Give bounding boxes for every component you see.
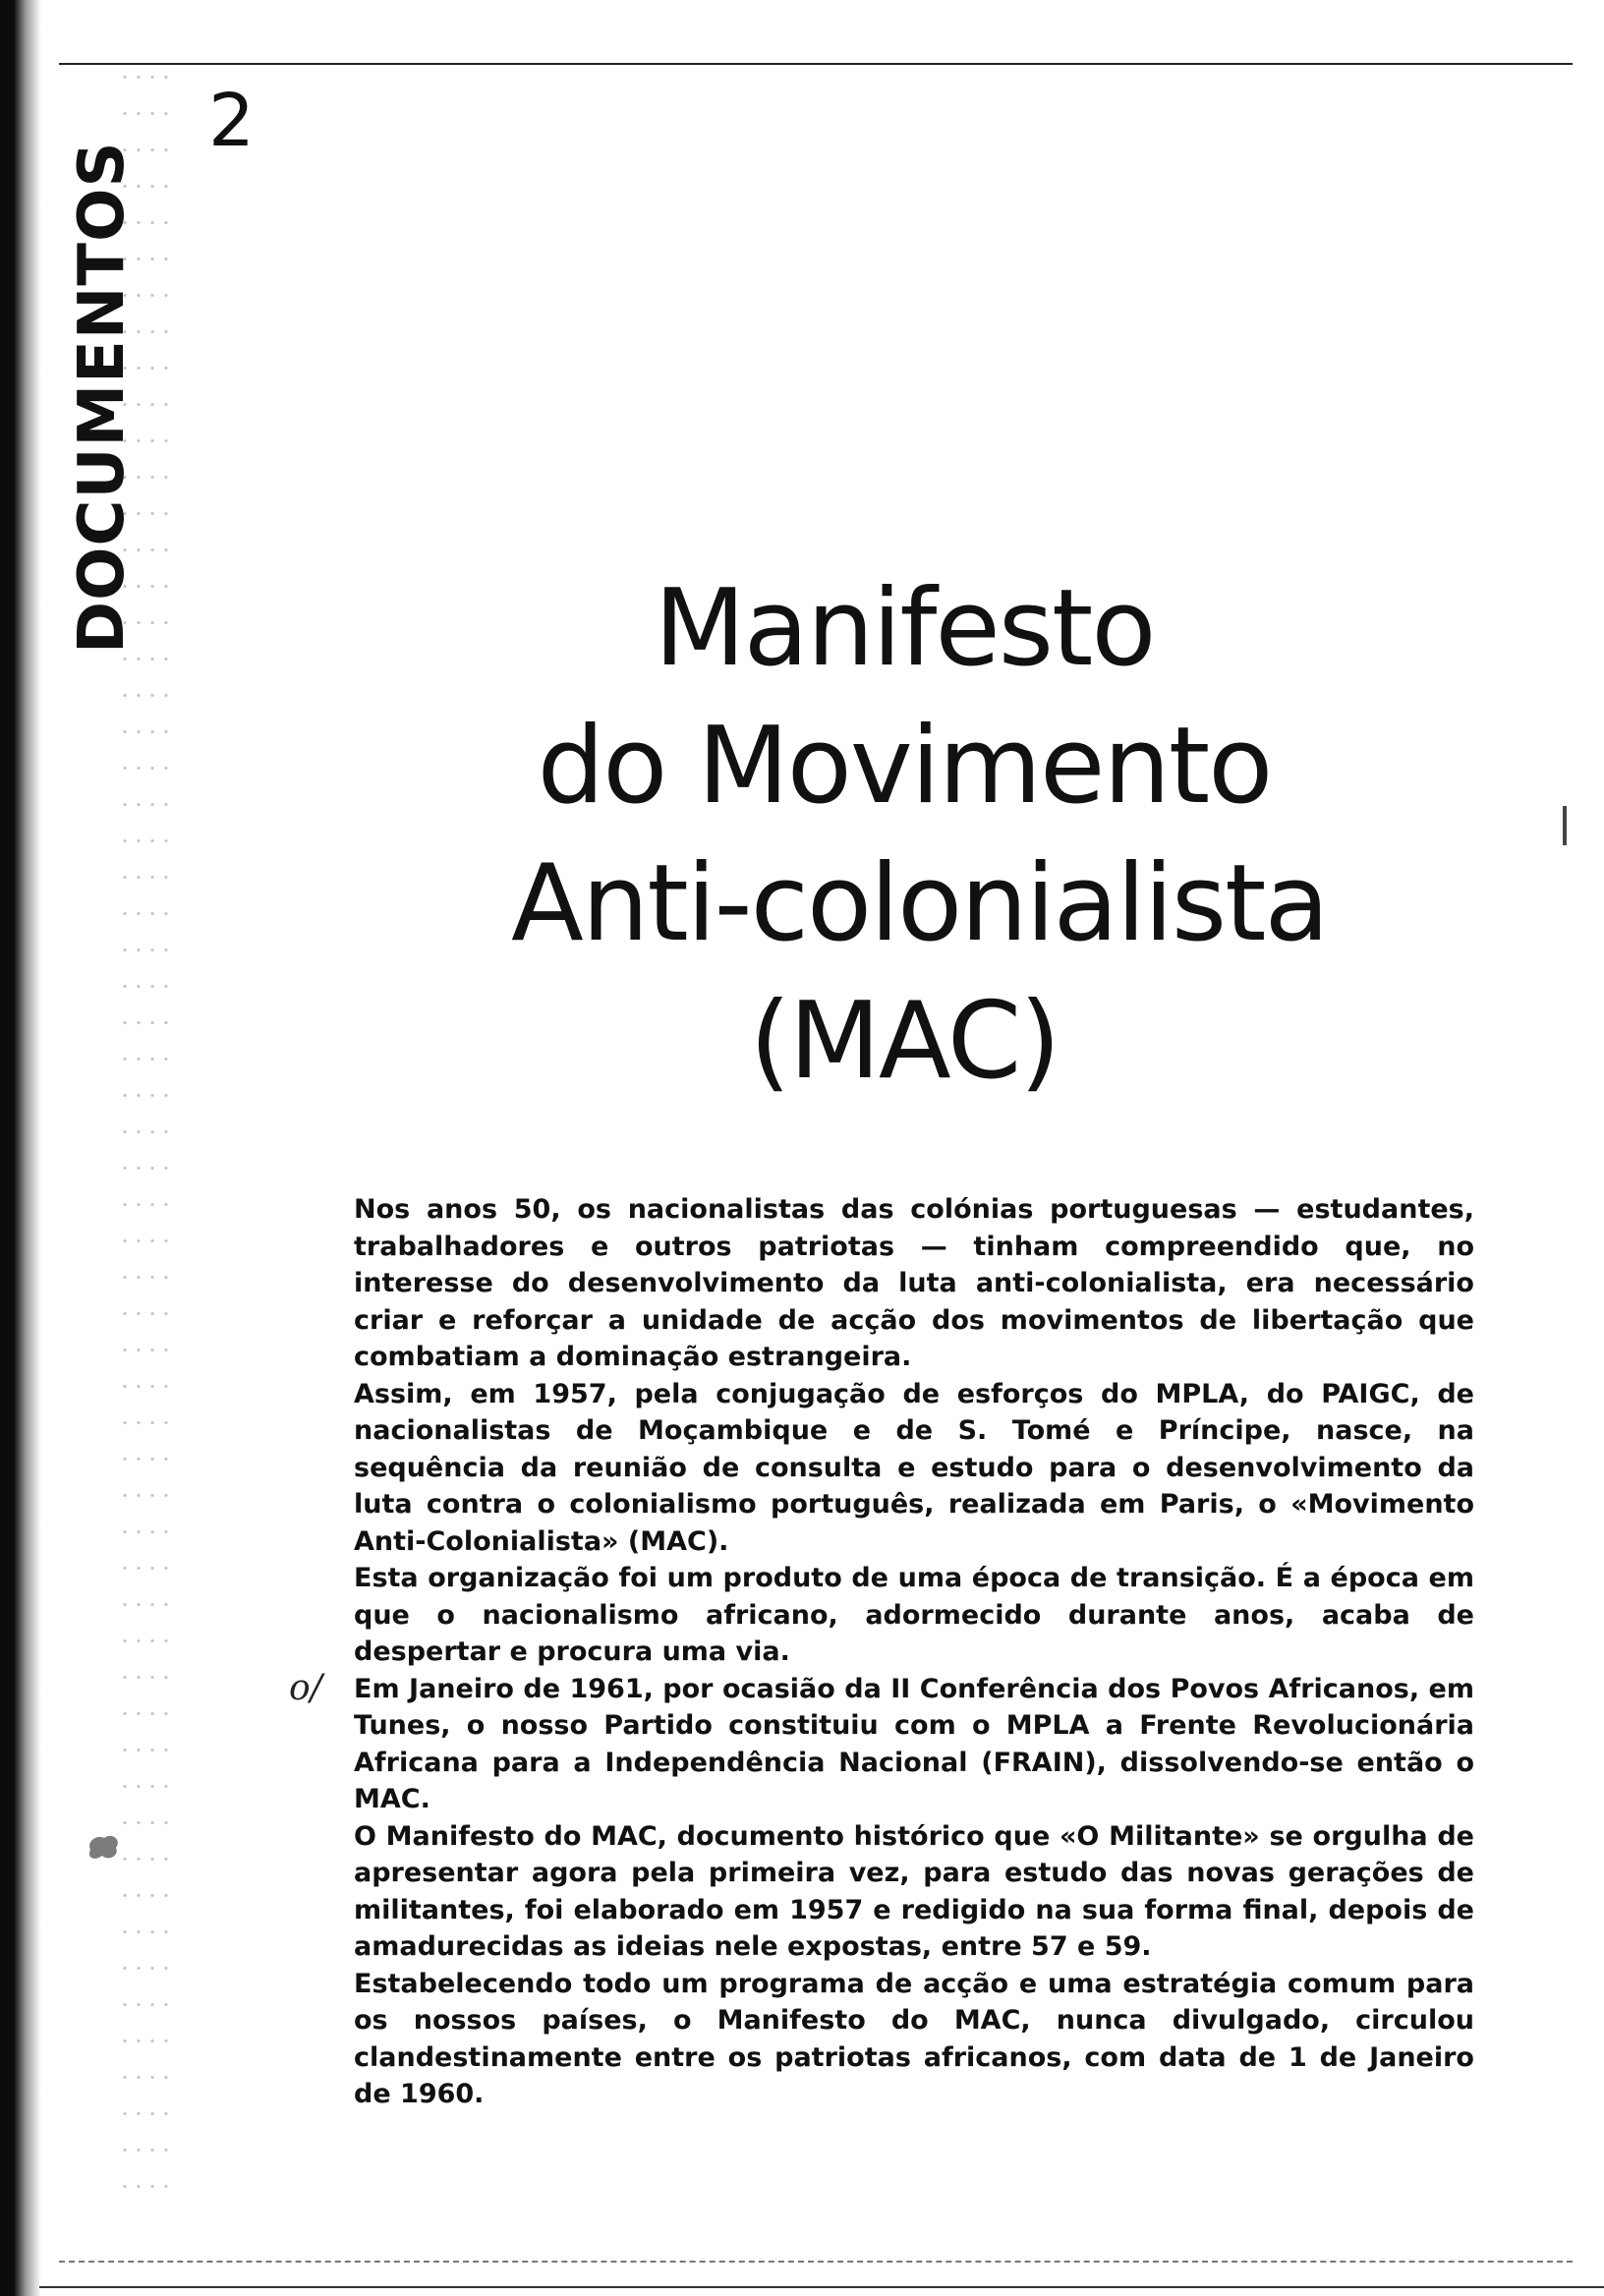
title-line: Manifesto	[654, 567, 1155, 690]
scan-mark	[1563, 806, 1567, 845]
binding-edge	[0, 0, 41, 2296]
title-line: (MAC)	[749, 980, 1060, 1103]
bottom-rule	[39, 2286, 1604, 2288]
top-rule	[59, 63, 1573, 65]
paragraph: Nos anos 50, os nacionalistas das colónias portuguesas — estudantes, trabalhadores e outros patriotas — tinham compreendido que, no interesse do desenvolvimento da luta anti-colonialista, era necessário criar e reforçar a unidade de acção dos movimentos de libertação que combatiam a dominação estrangeira.	[354, 1194, 1474, 1372]
paragraph: O Manifesto do MAC, documento histórico que «O Militante» se orgulha de apresentar agora pela primeira vez, para estudo das novas gerações de militantes, foi elaborado em 1957 e redigido na sua forma final, depois de amadurecidas as ideias nele expostas, entre 57 e 59.	[354, 1820, 1474, 1962]
page-title	[511, 560, 1328, 1111]
ink-blot-icon	[85, 1830, 124, 1864]
page-number: 2	[208, 79, 256, 163]
title-line: do Movimento	[537, 705, 1272, 828]
handwritten-margin-note: o/	[289, 1668, 322, 1708]
paragraph: Em Janeiro de 1961, por ocasião da II Conferência dos Povos Africanos, em Tunes, o nosso Partido constituiu com o MPLA a Frente Revolucionária Africana para a Independência Nacional (FRAIN), dissolvendo-se então o MAC.	[354, 1673, 1474, 1814]
bottom-dashed-rule	[59, 2261, 1573, 2263]
paragraph: Estabelecendo todo um programa de acção e uma estratégia comum para os nossos países, o Manifesto do MAC, nunca divulgado, circulou clandestinamente entre os patriotas africanos, com data de 1 de Janeiro de 1960.	[354, 1968, 1474, 2109]
section-label: DOCUMENTOS	[66, 141, 139, 654]
paragraph: Esta organização foi um produto de uma época de transição. É a época em que o nacionalismo africano, adormecido durante anos, acaba de despertar e procura uma via.	[354, 1563, 1474, 1667]
title-line: Anti-colonialista	[511, 842, 1328, 965]
paragraph: Assim, em 1957, pela conjugação de esforços do MPLA, do PAIGC, de nacionalistas de Moçambique e de S. Tomé e Príncipe, nasce, na sequência da reunião de consulta e estudo para o desenvolvimento da luta contra o colonialismo português, realizada em Paris, o «Movimento Anti-Colonialista» (MAC).	[354, 1378, 1474, 1557]
intro-text	[354, 1191, 1474, 2113]
